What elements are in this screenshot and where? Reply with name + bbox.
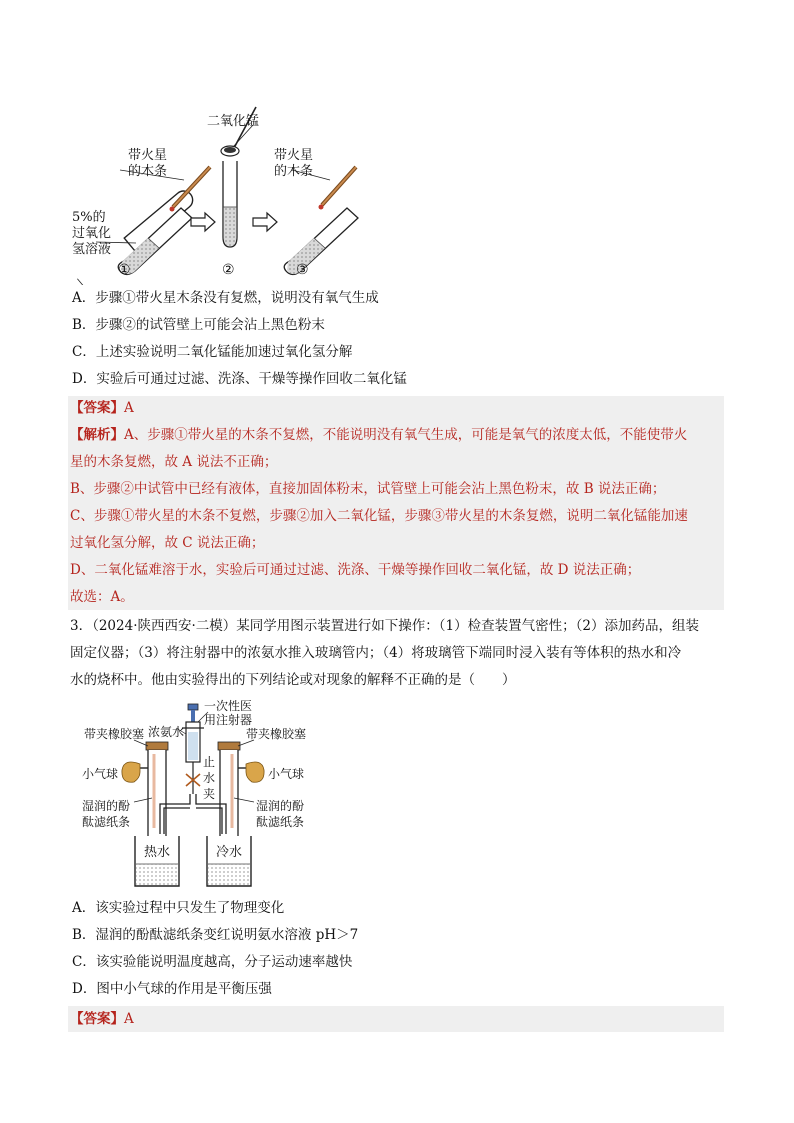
q3-answer-label: 【答案】 bbox=[70, 1011, 124, 1027]
right-balloon bbox=[238, 762, 264, 782]
analysis-line-7: 故选：A。 bbox=[70, 589, 134, 605]
q3-option-c: C．该实验能说明温度越高，分子运动速率越快 bbox=[72, 954, 353, 970]
q3-stem-line-2: 固定仪器；（3）将注射器中的浓氨水推入玻璃管内；（4）将玻璃管下端同时浸入装有等体积的热水和冷 bbox=[70, 645, 682, 661]
step-1-label: ① bbox=[118, 262, 131, 278]
q2-answer bbox=[70, 399, 134, 417]
q3-stem-line-1: 3．（2024·陕西西安·二模）某同学用图示装置进行如下操作：（1）检查装置气密性；（2）添加药品，组装 bbox=[70, 618, 699, 634]
label-balloon-left: 小气球 bbox=[82, 767, 119, 781]
q2-option-c: C．上述实验说明二氧化锰能加速过氧化氢分解 bbox=[72, 344, 353, 360]
label-stopper-right: 带夹橡胶塞 bbox=[246, 727, 307, 741]
arrow-2 bbox=[253, 213, 277, 231]
analysis-line-6: D、二氧化锰难溶于水，实验后可通过过滤、洗涤、干燥等操作回收二氧化锰，故 D 说法正确； bbox=[70, 562, 641, 578]
label-stopper-left: 带夹橡胶塞 bbox=[84, 727, 145, 741]
test-tube-2 bbox=[223, 161, 237, 247]
label-clamp-2: 水 bbox=[203, 771, 216, 785]
label-clamp-1: 止 bbox=[203, 755, 216, 769]
label-hot-water: 热水 bbox=[144, 845, 171, 860]
label-splint-right-2: 的木条 bbox=[274, 164, 314, 179]
analysis-line-5: 过氧化氢分解，故 C 说法正确； bbox=[70, 535, 265, 551]
analysis-label: 【解析】 bbox=[70, 427, 124, 443]
label-splint-left-2: 的木条 bbox=[128, 164, 168, 179]
analysis-line-4: C、步骤①带火星的木条不复燃，步骤②加入二氧化锰，步骤③带火星的木条复燃，说明二氧化锰能加速 bbox=[70, 508, 688, 524]
label-balloon-right: 小气球 bbox=[268, 767, 305, 781]
q3-answer bbox=[70, 1010, 134, 1028]
q2-answer-block bbox=[68, 396, 724, 610]
analysis-line-3: B、步骤②中试管中已经有液体，直接加固体粉末，试管壁上可能会沾上黑色粉末，故 B 说法正确； bbox=[70, 481, 666, 497]
q3-option-b: B．湿润的酚酞滤纸条变红说明氨水溶液 pH＞7 bbox=[72, 927, 359, 943]
analysis-line-1 bbox=[70, 426, 687, 444]
label-syringe-1: 一次性医 bbox=[204, 699, 253, 713]
step-3-label: ③ bbox=[296, 262, 309, 278]
label-syringe-2: 用注射器 bbox=[204, 713, 253, 727]
left-balloon bbox=[122, 762, 148, 782]
label-paper-right-2: 酞滤纸条 bbox=[256, 815, 305, 829]
q3-answer-block bbox=[68, 1006, 724, 1032]
label-solution-2: 过氧化 bbox=[72, 226, 112, 241]
label-cold-water: 冷水 bbox=[216, 845, 243, 860]
analysis-text-1: A、步骤①带火星的木条不复燃，不能说明没有氧气生成，可能是氧气的浓度太低，不能使带火 bbox=[124, 427, 688, 443]
figure-peroxide-experiment bbox=[60, 95, 380, 285]
arrow-1 bbox=[191, 213, 215, 231]
q2-option-a: A．步骤①带火星木条没有复燃，说明没有氧气生成 bbox=[72, 290, 379, 306]
answer-label: 【答案】 bbox=[70, 400, 124, 416]
q3-stem-line-3: 水的烧杯中。他由实验得出的下列结论或对现象的解释不正确的是（ ） bbox=[70, 672, 516, 688]
left-test-tube bbox=[146, 742, 168, 844]
analysis-line-2: 星的木条复燃，故 A 说法不正确； bbox=[70, 454, 278, 470]
label-solution-3: 氢溶液 bbox=[72, 242, 112, 257]
figure-ammonia-apparatus bbox=[78, 698, 358, 894]
q3-option-a: A．该实验过程中只发生了物理变化 bbox=[72, 900, 285, 916]
label-ammonia: 浓氨水 bbox=[148, 725, 185, 739]
step-2-label: ② bbox=[222, 262, 235, 278]
label-solution-1: 5%的 bbox=[72, 210, 106, 225]
label-paper-left-2: 酞滤纸条 bbox=[82, 815, 131, 829]
label-clamp-3: 夹 bbox=[203, 787, 216, 801]
label-splint-left-1: 带火星 bbox=[128, 148, 168, 163]
wooden-splint-3 bbox=[319, 167, 357, 210]
wooden-splint-1 bbox=[170, 167, 211, 212]
q2-option-d: D．实验后可通过过滤、洗涤、干燥等操作回收二氧化锰 bbox=[72, 371, 407, 387]
label-catalyst: 二氧化锰 bbox=[207, 114, 260, 129]
right-test-tube bbox=[218, 742, 240, 844]
answer-value: A bbox=[124, 400, 134, 416]
q3-answer-value: A bbox=[124, 1011, 134, 1027]
label-paper-left-1: 湿润的酚 bbox=[82, 799, 131, 813]
q2-option-b: B．步骤②的试管壁上可能会沾上黑色粉末 bbox=[72, 317, 325, 333]
q3-option-d: D．图中小气球的作用是平衡压强 bbox=[72, 981, 272, 997]
label-paper-right-1: 湿润的酚 bbox=[256, 799, 305, 813]
glass-tubing bbox=[160, 794, 226, 834]
label-splint-right-1: 带火星 bbox=[274, 148, 314, 163]
